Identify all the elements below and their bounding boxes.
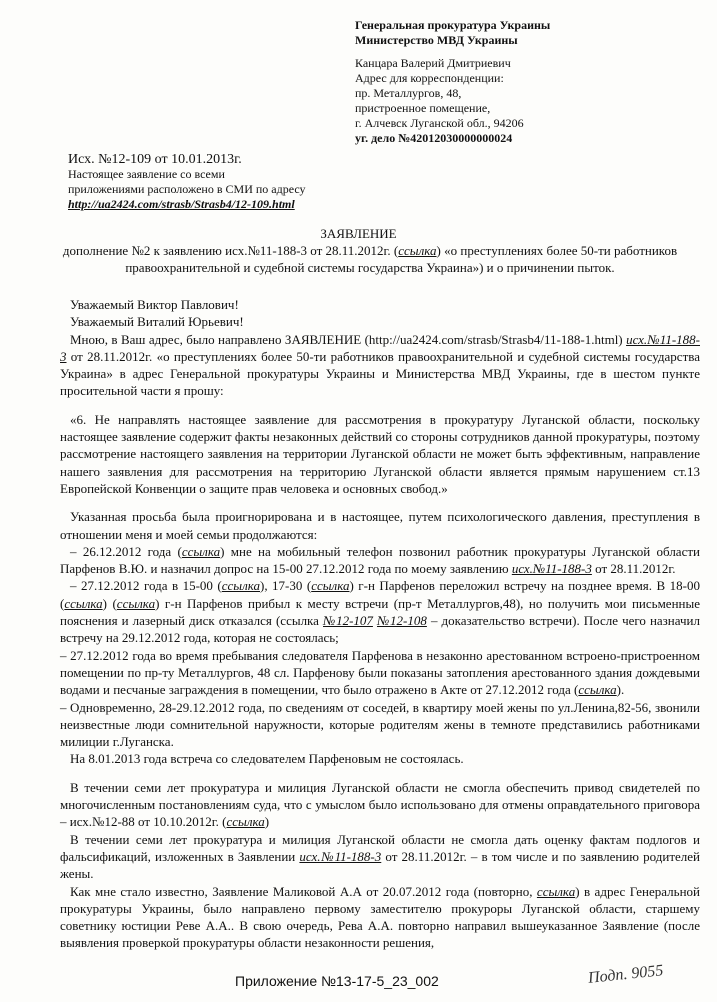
link-12-108[interactable]: №12-108 [376,613,427,629]
link-ssylka[interactable]: ссылка [181,543,221,559]
link-ish-11-188-3[interactable]: исх.№11-188-3 [299,848,382,864]
sender-name: Канцара Валерий Дмитриевич [355,56,511,70]
event-1: – 26.12.2012 года (ссылка) мне на мобильный телефон позвонил работник прокуратуры Луганской области Парфенов В.Ю. и назначил допрос на 15-00 27.12.2012 года по моему заявлению исх.№11-188-3 от 28.11.2012г. [60,543,700,577]
paragraph-2: Указанная просьба была проигнорирована и в настоящее, путем психологического давления, преступления в отношении меня и моей семьи продолжаются: [60,509,700,542]
greeting-2: Уважаемый Виталий Юрьевич! [70,314,244,330]
event-4: – Одновременно, 28-29.12.2012 года, по сведениям от соседей, в квартиру моей жены по ул.Ленина,82-56, звонили неизвестные люди сомнительной наружности, которые родителям жены в темноте представились работниками милиции г.Луганска. [60,699,700,750]
paragraph-5: Как мне стало известно, Заявление Маликовой А.А от 20.07.2012 года (повторно, ссылка) в адрес Генеральной прокуратуры Украины, было направлено первому заместителю прокуроры Луганской области, старшему советнику юстиции Реве А.А.. В свою очередь, Рева А.А. повторно направил вышеуказанное Заявление (после выявления проверкой прокуратуры области незаконности решения, [60,883,700,951]
greeting-1: Уважаемый Виктор Павлович! [70,297,239,312]
address-line-2: пристроенное помещение, [355,101,491,115]
link-12-107[interactable]: №12-107 [323,613,373,629]
event-5: На 8.01.2013 года встреча со следователем Парфеновым не состоялась. [70,751,464,767]
address-label: Адрес для корреспонденции: [355,71,504,85]
addressee-block [355,18,550,146]
quoted-request: «6. Не направлять настоящее заявление для рассмотрения в прокуратуру Луганской области, поскольку настоящее заявление содержит факты незаконных действий со стороны сотрудников данной прокуратуры, поэтому рассмотрение настоящего заявления на территории Луганской области не может быть эффективным, направление нашего заявления для рассмотрения на территорию Луганской области является прямым нарушением ст.13 Европейской Конвенции о защите прав человека и основных свобод.» [60,411,700,496]
case-number: уг. дело №42012030000000024 [355,131,513,145]
outgoing-number: Исх. №12-109 от 10.01.2013г. [68,152,242,167]
link-ish-11-188-3[interactable]: исх.№11-188-3 [60,331,700,364]
paragraph-3: В течении семи лет прокуратура и милиция Луганской области не смогла обеспечить привод свидетелей по многочисленным постановлениям суда, что с умыслом было использовано для отмены оправдательного приговора – исх.№12-88 от 10.10.2012г. (ссылка) [60,779,700,830]
event-3: – 27.12.2012 года во время пребывания следователя Парфенова в незаконно арестованном встроено-пристроенном помещении по пр-ту Металлургов, 48 сл. Парфенову были показаны затопления арестованного здания дождевыми водами и песчаные заграждения в помещении, что было отражено в Акте от 27.12.2012 года (ссылка). [60,647,700,698]
media-note-2: приложениями расположено в СМИ по адресу [68,182,306,196]
link-ssylka[interactable]: ссылка [226,814,265,830]
addressee-2: Министерство МВД Украины [355,33,518,47]
publication-link[interactable]: http://ua2424.com/strasb/Strasb4/12-109.html [68,197,295,211]
address-line-3: г. Алчевск Луганской обл., 94206 [355,116,524,130]
handwritten-signature: Подп. 9055 [587,962,665,987]
link-ssylka[interactable]: ссылка [311,578,350,594]
letter-body [60,296,700,952]
attachment-footer: Приложение №13-17-5_23_002 [235,973,439,989]
link-ish-11-188-3[interactable]: исх.№11-188-3 [511,561,592,577]
paragraph-1: Мною, в Ваш адрес, было направлено ЗАЯВЛЕНИЕ (http://ua2424.com/strasb/Strasb4/11-188-1.html) исх.№11-188-3 от 28.11.2012г. «о преступлениях более 50-ти работников правоохранительной и судебной системы государства Украина» в адрес Генеральной прокуратуры Украины и Министерства МВД Украины, где в шестом пункте просительной части я прошу: [60,331,700,399]
event-2: – 27.12.2012 года в 15-00 (ссылка), 17-30 (ссылка) г-н Парфенов переложил встречу на позднее время. В 18-00 (ссылка) (ссылка) г-н Парфенов прибыл к месту встречи (пр-т Металлургов,48), но получить мои письменные пояснения и лазерный диск отказался (ссылка №12-107 №12-108 – доказательство встречи). После чего назначил встречу на 29.12.2012 года, которая не состоялась; [60,578,700,646]
document-subtitle: дополнение №2 к заявлению исх.№11-188-3 от 28.11.2012г. (ссылка) «о преступлениях более 50-ти работников правоохранительной и судебной системы государства Украина») и о причинении пыток. [62,243,678,275]
link-ssylka[interactable]: ссылка [64,595,103,611]
paragraph-4: В течении семи лет прокуратура и милиция Луганской области не смогла дать оценку фактам подлогов и фальсификаций, изложенных в Заявлении исх.№11-188-3 от 28.11.2012г. – в том числе и по заявлению родителей жены. [60,831,700,882]
link-ssylka[interactable]: ссылка [398,243,437,258]
link-ssylka[interactable]: ссылка [116,595,156,611]
reference-block [68,152,306,212]
media-note-1: Настоящее заявление со всеми [68,167,225,181]
link-ssylka[interactable]: ссылка [221,578,260,594]
document-title: ЗАЯВЛЕНИЕ [320,226,397,241]
link-ssylka[interactable]: ссылка [578,682,617,698]
addressee-1: Генеральная прокуратура Украины [355,18,551,32]
link-ssylka[interactable]: ссылка [536,883,576,899]
address-line-1: пр. Металлургов, 48, [355,86,462,100]
